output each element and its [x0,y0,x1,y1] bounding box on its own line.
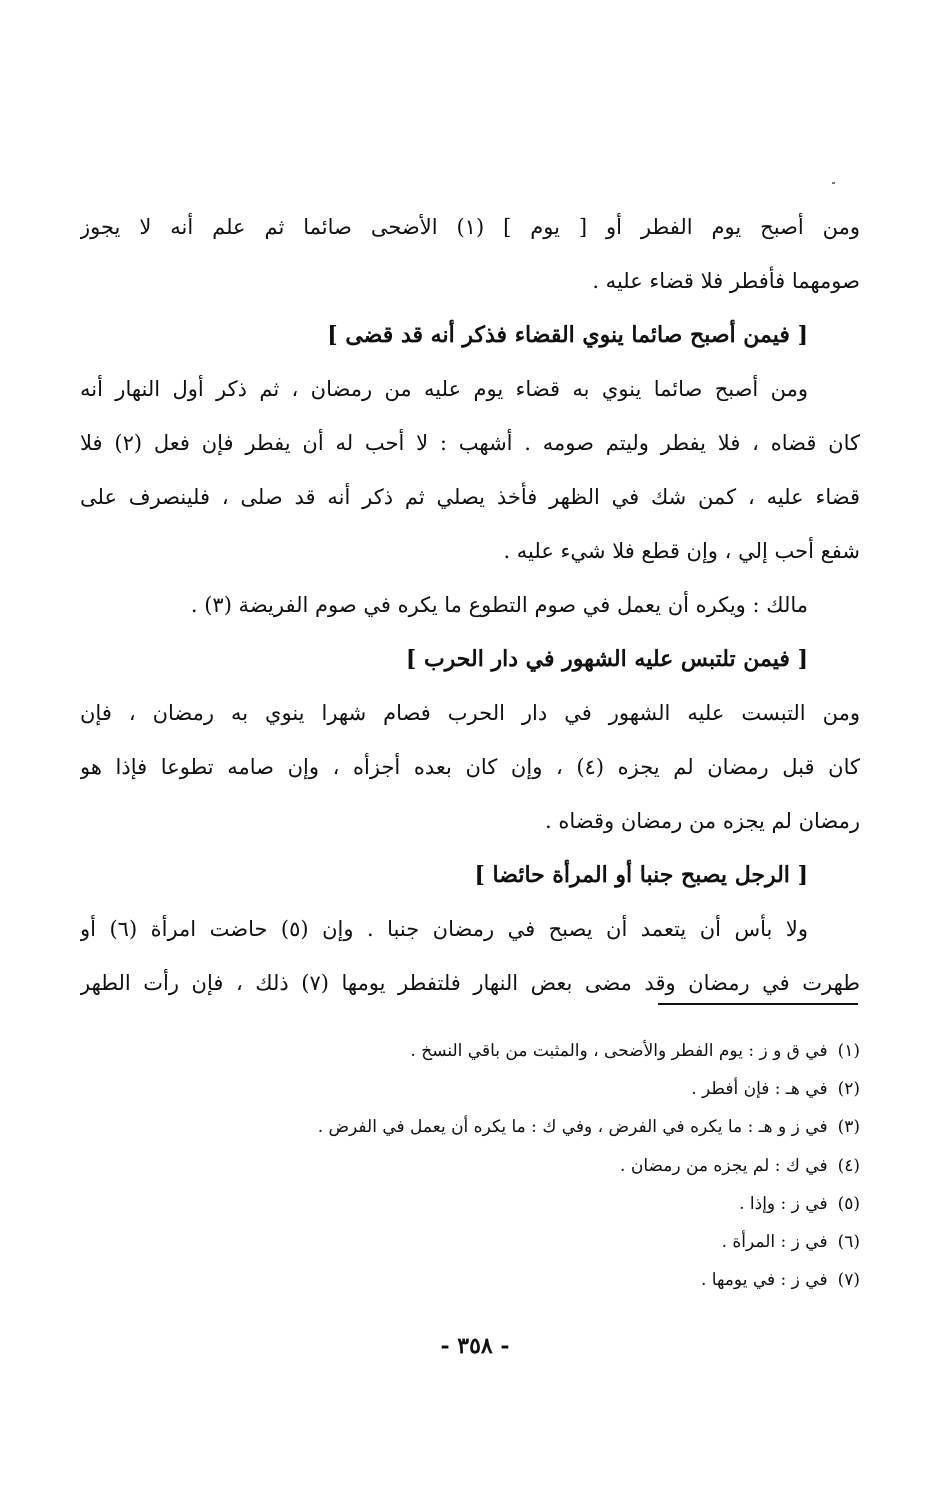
footnote-number: (٦) [837,1231,860,1252]
body-line: كان قبل رمضان لم يجزه (٤) ، وإن كان بعده أجزأه ، وإن صامه تطوعا فإذا هو [80,755,860,779]
footnote [80,1147,860,1185]
footnote-text: في ق و ز : يوم الفطر والأضحى ، والمثبت من باقي النسخ . [410,1041,828,1061]
body-line: ومن أصبح يوم الفطر أو [ يوم ] (١) الأضحى صائما ثم علم أنه لا يجوز [80,215,860,239]
page-number: - ٣٥٨ - [440,1333,510,1359]
footnote-text: في ك : لم يجزه من رمضان . [620,1155,828,1176]
footnote [80,1108,860,1146]
footnotes [80,1032,860,1299]
body-line: قضاء عليه ، كمن شك في الظهر فأخذ يصلي ثم ذكر أنه قد صلى ، فلينصرف على [80,485,860,509]
footnote-number: (١) [837,1041,860,1061]
footnote-text: في هـ : فإن أفطر . [691,1079,828,1100]
footnote [80,1185,860,1223]
body-line: طهرت في رمضان وقد مضى بعض النهار فلتفطر يومها (٧) ذلك ، فإن رأت الطهر [80,971,860,995]
footnote-number: (٧) [837,1270,860,1291]
body-line: رمضان لم يجزه من رمضان وقضاه . [545,809,860,833]
body-line: كان قضاه ، فلا يفطر وليتم صومه . أشهب : لا أحب له أن يفطر فإن فعل (٢) فلا [80,431,860,455]
main-text [80,200,860,1010]
body-line: شفع أحب إلي ، وإن قطع فلا شيء عليه . [503,539,860,563]
section-heading: [ فيمن تلتبس عليه الشهور في دار الحرب ] [405,646,808,672]
footnote-number: (٥) [837,1193,860,1214]
footnote-number: (٤) [837,1155,860,1176]
footnote [80,1223,860,1261]
footnote-number: (٢) [837,1079,860,1100]
footnote-text: في ز : وإذا . [739,1193,828,1214]
footnote [80,1032,860,1070]
section-heading: [ الرجل يصبح جنبا أو المرأة حائضا ] [474,862,808,888]
footnote-number: (٣) [837,1117,860,1138]
body-line: ومن التبست عليه الشهور في دار الحرب فصام شهرا ينوي به رمضان ، فإن [80,701,860,725]
body-line: ولا بأس أن يتعمد أن يصبح في رمضان جنبا . وإن (٥) حاضت امرأة (٦) أو [80,917,808,941]
scan-speck [832,182,835,184]
body-line: صومهما فأفطر فلا قضاء عليه . [592,269,860,293]
section-heading: [ فيمن أصبح صائما ينوي القضاء فذكر أنه قد قضى ] [327,322,808,348]
footnote-text: في ز و هـ : ما يكره في الفرض ، وفي ك : ما يكره أن يعمل في الفرض . [317,1117,828,1138]
body-line: مالك : ويكره أن يعمل في صوم التطوع ما يكره في صوم الفريضة (٣) . [190,593,808,617]
footnote-text: في ز : المرأة . [721,1231,828,1252]
body-line: ومن أصبح صائما ينوي به قضاء يوم عليه من رمضان ، ثم ذكر أول النهار أنه [80,377,808,401]
footnote [80,1261,860,1299]
footnote [80,1070,860,1108]
footnote-text: في ز : في يومها . [700,1270,828,1291]
footnote-separator [658,1003,858,1005]
